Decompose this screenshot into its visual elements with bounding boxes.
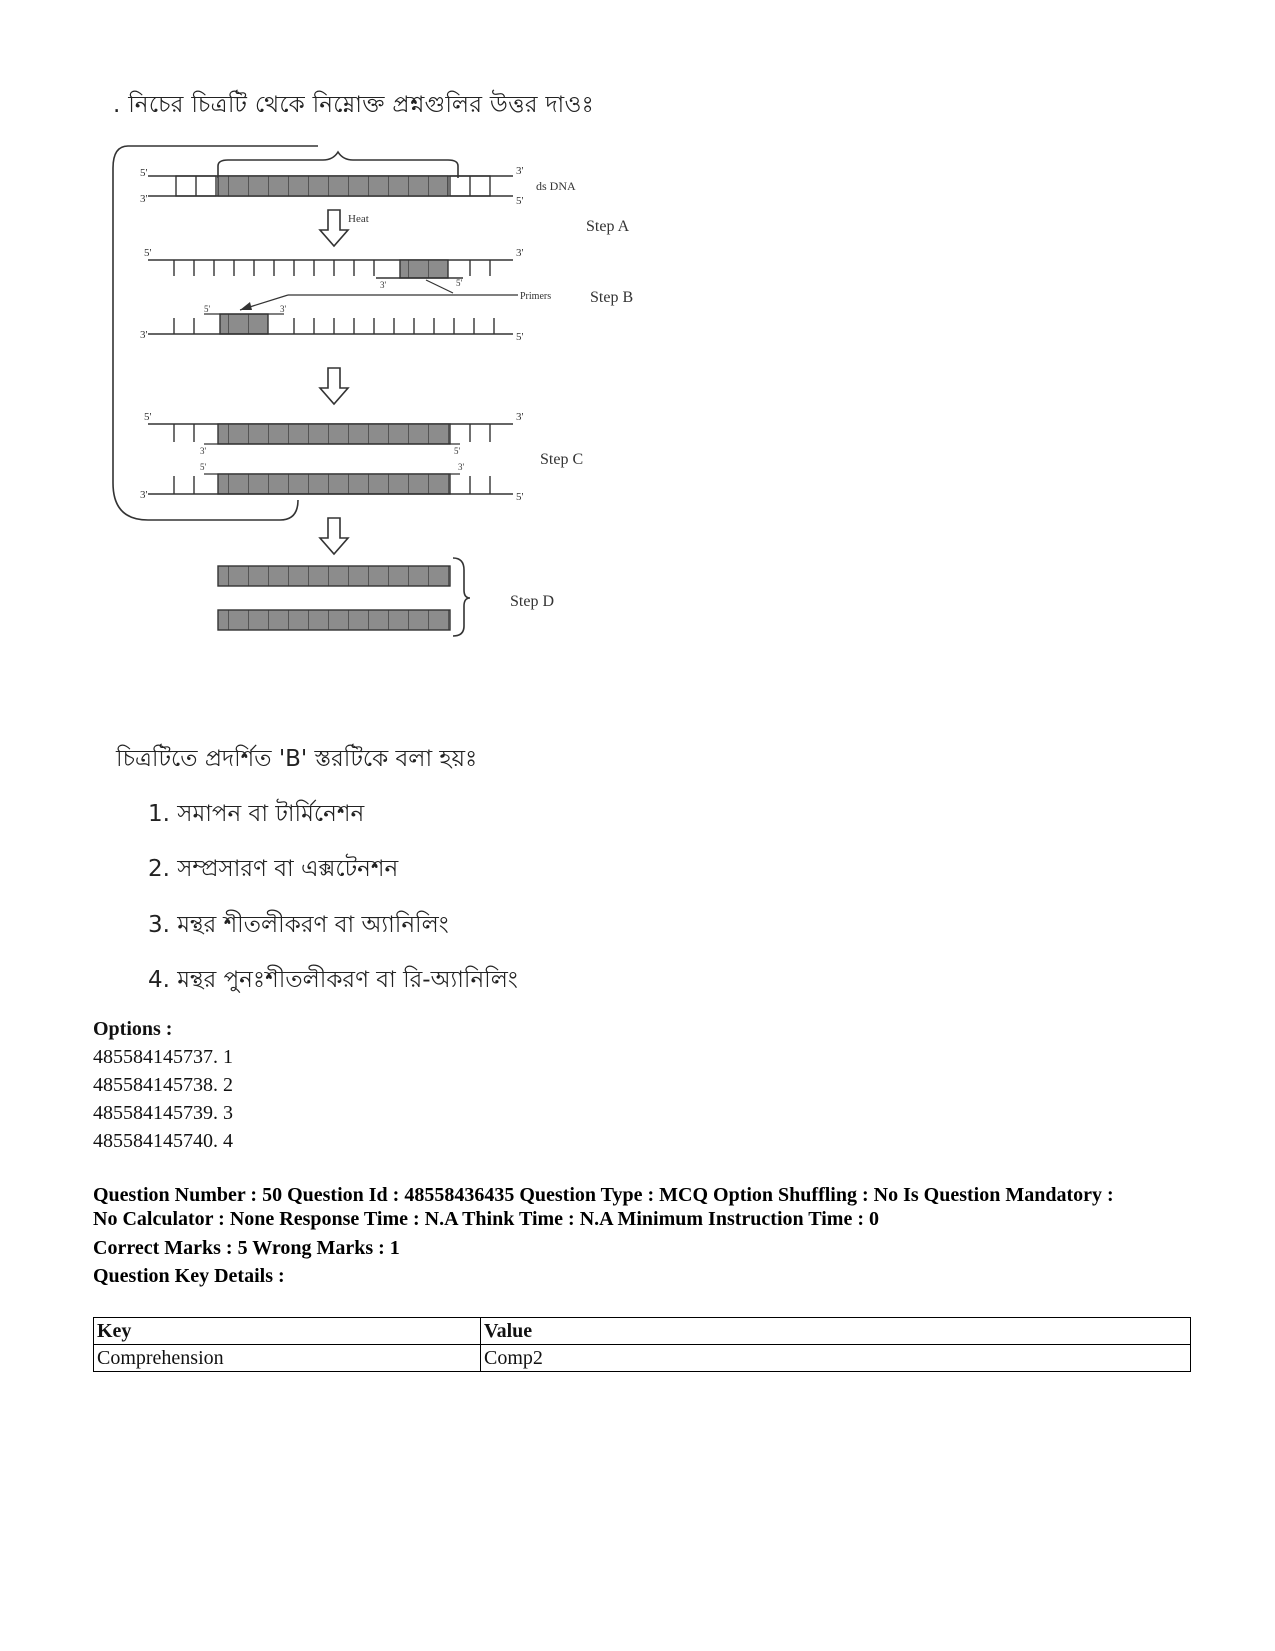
step-c-label: Step C xyxy=(540,451,584,468)
step-d-brace xyxy=(453,558,470,636)
options-heading: Options : xyxy=(93,1018,173,1040)
table-header-row xyxy=(94,1318,1191,1345)
key-details-heading: Question Key Details : xyxy=(93,1265,285,1287)
pcr-product xyxy=(218,610,450,630)
label-3prime: 3' xyxy=(516,411,524,423)
extended-strand-top xyxy=(218,424,450,444)
step-a-label: Step A xyxy=(586,218,630,235)
step-d-label: Step D xyxy=(510,593,554,610)
question-meta-line2: No Calculator : None Response Time : N.A Think Time : N.A Minimum Instruction Time : 0 xyxy=(93,1208,879,1230)
heat-arrow xyxy=(320,210,348,246)
choice-2: 2. সম্প্রসারণ বা এক্সটেনশন xyxy=(148,856,399,882)
label-5prime: 5' xyxy=(200,462,207,472)
label-5prime: 5' xyxy=(516,491,524,503)
choice-1: 1. সমাপন বা টার্মিনেশন xyxy=(148,801,365,827)
step-b-label: Step B xyxy=(590,289,634,306)
option-item: 485584145738. 2 xyxy=(93,1074,233,1096)
option-item: 485584145739. 3 xyxy=(93,1102,233,1124)
label-3prime: 3' xyxy=(280,304,287,314)
label-5prime: 5' xyxy=(144,411,152,423)
table-header-cell: Key xyxy=(94,1318,481,1345)
ds-dna-label: ds DNA xyxy=(536,179,576,193)
label-5prime: 5' xyxy=(516,195,524,207)
pcr-product xyxy=(218,566,450,586)
label-5prime: 5' xyxy=(456,278,463,288)
primer-top xyxy=(400,260,448,278)
table-row xyxy=(94,1345,1191,1372)
label-5prime: 5' xyxy=(454,446,461,456)
option-item: 485584145740. 4 xyxy=(93,1130,233,1152)
choice-3: 3. মন্থর শীতলীকরণ বা অ্যানিলিং xyxy=(148,912,449,938)
table-cell: Comprehension xyxy=(94,1345,481,1372)
primers-label: Primers xyxy=(520,291,552,302)
down-arrow xyxy=(320,518,348,554)
label-5prime: 5' xyxy=(516,331,524,343)
option-item: 485584145737. 1 xyxy=(93,1046,233,1068)
question-meta-line1: Question Number : 50 Question Id : 48558436435 Question Type : MCQ Option Shuffling : No Is Question Mandatory : xyxy=(93,1184,1114,1206)
label-3prime: 3' xyxy=(516,247,524,259)
question-stem: চিত্রটিতে প্রদর্শিত 'B' স্তরটিকে বলা হয়ঃ xyxy=(116,746,478,772)
extended-strand-bottom xyxy=(218,474,450,494)
top-bracket xyxy=(218,152,458,178)
label-3prime: 3' xyxy=(200,446,207,456)
target-region xyxy=(218,176,448,196)
label-3prime: 3' xyxy=(516,165,524,177)
label-5prime: 5' xyxy=(144,247,152,259)
primer-bottom xyxy=(220,314,268,334)
question-intro: . নিচের চিত্রটি থেকে নিম্নোক্ত প্রশ্নগুলির উত্তর দাওঃ xyxy=(113,92,595,118)
table-header-cell: Value xyxy=(481,1318,1191,1345)
label-3prime: 3' xyxy=(140,489,148,501)
pcr-diagram xyxy=(108,138,668,678)
marks-line: Correct Marks : 5 Wrong Marks : 1 xyxy=(93,1237,400,1259)
label-3prime: 3' xyxy=(140,193,148,205)
label-5prime: 5' xyxy=(140,167,148,179)
choice-4: 4. মন্থর পুনঃশীতলীকরণ বা রি-অ্যানিলিং xyxy=(148,967,518,993)
table-cell: Comp2 xyxy=(481,1345,1191,1372)
key-details-table xyxy=(93,1317,1191,1372)
label-3prime: 3' xyxy=(458,462,465,472)
label-3prime: 3' xyxy=(380,280,387,290)
down-arrow xyxy=(320,368,348,404)
heat-label: Heat xyxy=(348,213,369,225)
label-3prime: 3' xyxy=(140,329,148,341)
label-5prime: 5' xyxy=(204,304,211,314)
